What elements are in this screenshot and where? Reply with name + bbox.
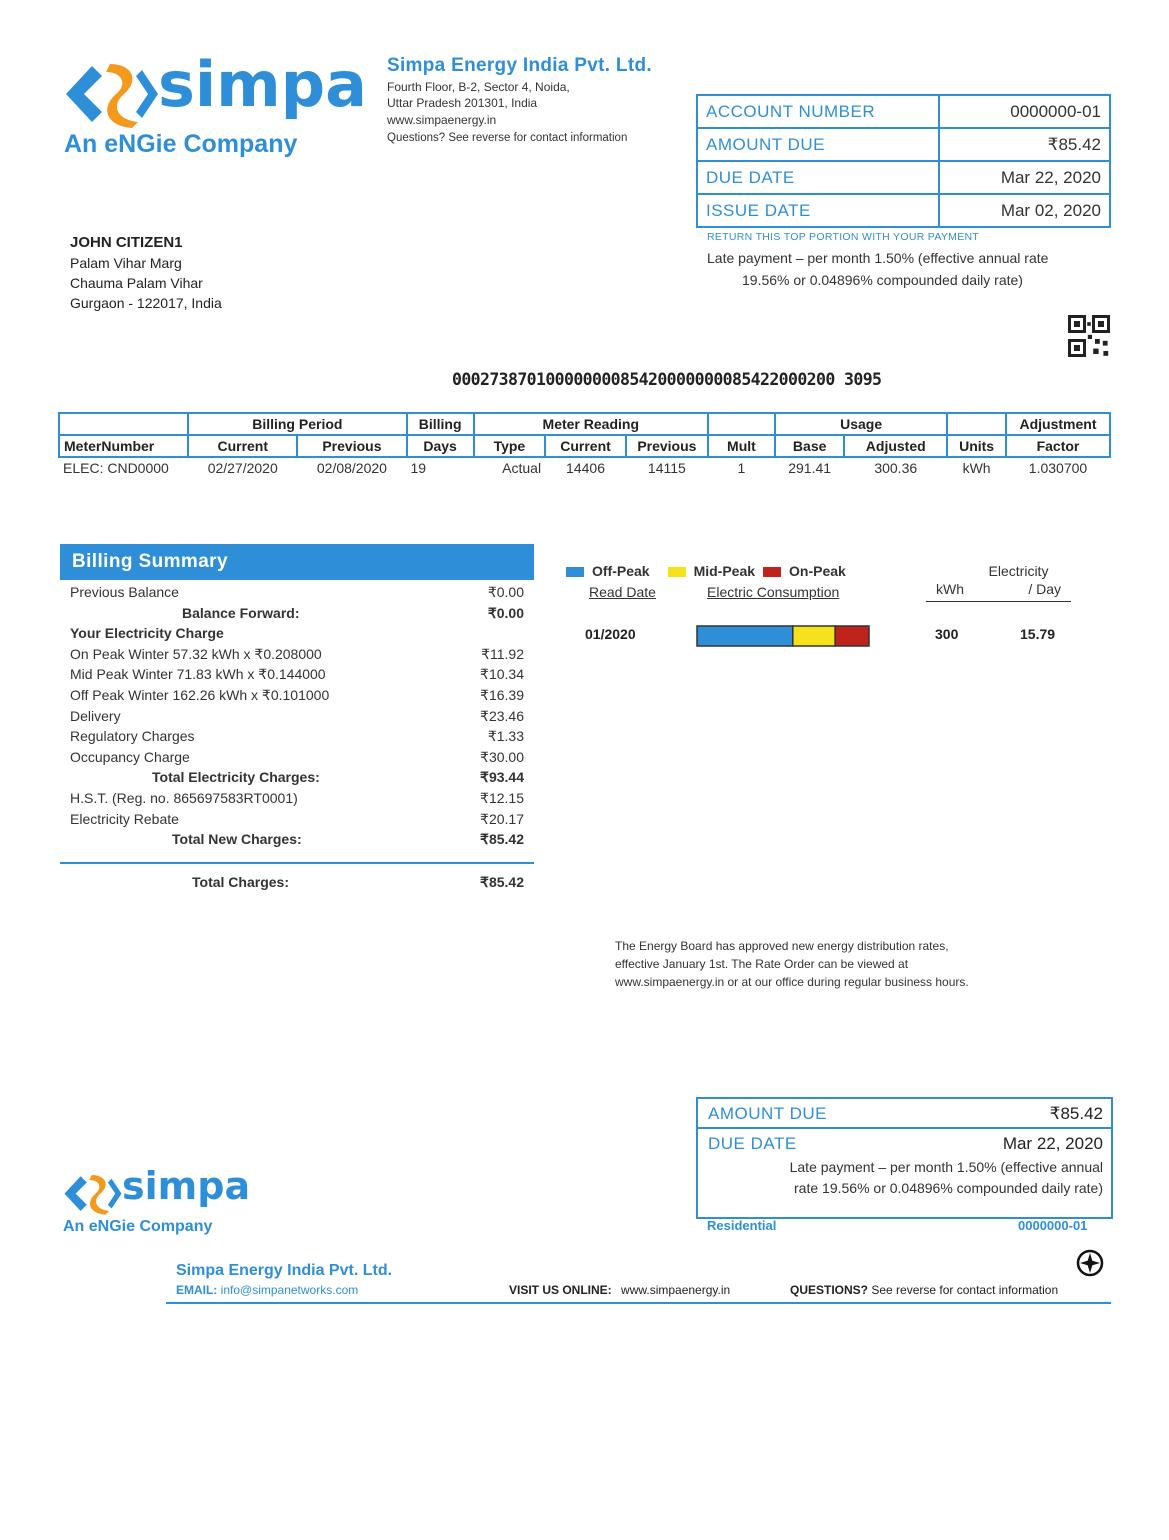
- meter-group-blank-3: [947, 413, 1006, 435]
- footer-visit: [509, 1283, 730, 1297]
- summary-row: [60, 726, 534, 747]
- summary-row-label: Delivery: [70, 707, 121, 724]
- account-row-label: AMOUNT DUE: [697, 128, 939, 161]
- consumption-bar: [696, 625, 870, 647]
- footer-visit-label: VISIT US ONLINE:: [509, 1283, 612, 1297]
- summary-row: [60, 644, 534, 665]
- meter-header-cell: Factor: [1006, 435, 1110, 457]
- col-electricity-label: Electricity: [988, 563, 1049, 579]
- account-row-label: DUE DATE: [697, 161, 939, 194]
- company-website: www.simpaenergy.in: [387, 113, 497, 127]
- notice-line-3: www.simpaenergy.in or at our office during regular business hours.: [615, 975, 969, 989]
- summary-row-amount: ₹10.34: [480, 666, 524, 683]
- legend-item: [763, 563, 846, 579]
- logo-footer-wordmark: simpa: [122, 1164, 251, 1208]
- company-address-2: Uttar Pradesh 201301, India: [387, 96, 538, 110]
- meter-group-usage: Usage: [775, 413, 947, 435]
- stub-due-row: [698, 1129, 1111, 1157]
- company-name: Simpa Energy India Pvt. Ltd.: [387, 55, 652, 76]
- col-read-date: Read Date: [589, 584, 656, 600]
- meter-cell: 02/08/2020: [316, 460, 387, 476]
- summary-row-label: Total New Charges:: [172, 831, 302, 848]
- account-row-label: ACCOUNT NUMBER: [697, 95, 939, 128]
- stub-due-value: Mar 22, 2020: [1002, 1134, 1103, 1153]
- on-peak-segment: [835, 626, 869, 646]
- stub-late-line-1: Late payment – per month 1.50% (effective annual: [789, 1159, 1103, 1175]
- consumption-read-date: 01/2020: [585, 626, 636, 642]
- total-charges-row: [60, 872, 534, 893]
- summary-row: [60, 603, 534, 624]
- total-charges-label: Total Charges:: [192, 873, 289, 890]
- summary-row-label: Previous Balance: [70, 584, 179, 600]
- logo-footer-tagline: An eNGie Company: [63, 1218, 213, 1235]
- summary-row-label: Your Electricity Charge: [70, 625, 224, 642]
- legend-swatch: [763, 567, 781, 577]
- meter-group-billing-period: Billing Period: [188, 413, 406, 435]
- summary-row-label: Balance Forward:: [182, 604, 300, 621]
- summary-row: [60, 706, 534, 727]
- summary-row-amount: ₹93.44: [480, 769, 524, 786]
- stub-account-number: 0000000-01: [1018, 1218, 1088, 1233]
- billing-summary-title: Billing Summary: [60, 544, 534, 580]
- stub-late-note: [698, 1157, 1111, 1199]
- customer-address-line-3: Gurgaon - 122017, India: [70, 295, 222, 311]
- summary-row: [60, 664, 534, 685]
- meter-group-blank-2: [708, 413, 775, 435]
- meter-cell: 14406: [566, 460, 605, 476]
- meter-header-cell: Type: [474, 435, 545, 457]
- stub-due-label: DUE DATE: [708, 1134, 797, 1153]
- company-info: [387, 55, 687, 147]
- legend-item: [566, 563, 650, 579]
- summary-row-amount: ₹12.15: [480, 789, 524, 806]
- company-questions: Questions? See reverse for contact information: [387, 132, 628, 144]
- consumption-per-day: 15.79: [1020, 626, 1056, 642]
- meter-header-cell: Current: [545, 435, 626, 457]
- company-address-1: Fourth Floor, B-2, Sector 4, Noida,: [387, 80, 570, 94]
- footer-questions: [790, 1283, 1058, 1297]
- payment-scanline: 00027387010000000085420000000085422000200 3095: [452, 370, 882, 389]
- meter-group-meter-reading: Meter Reading: [474, 413, 708, 435]
- meter-header-cell: Units: [947, 435, 1006, 457]
- notice-line-2: effective January 1st. The Rate Order can be viewed at: [615, 957, 909, 971]
- footer: [166, 1260, 1111, 1304]
- payment-stub-box: [696, 1097, 1113, 1219]
- meter-cell: 1: [737, 460, 746, 476]
- account-row: [697, 95, 1110, 128]
- footer-questions-label: QUESTIONS?: [790, 1283, 869, 1297]
- meter-data-row: [59, 457, 1110, 478]
- meter-header-cell: Adjusted: [844, 435, 947, 457]
- summary-row-amount: ₹0.00: [487, 604, 524, 621]
- meter-cell: 02/27/2020: [207, 460, 278, 476]
- customer-address-line-2: Chauma Palam Vihar: [70, 275, 203, 291]
- stub-late-line-2: rate 19.56% or 0.04896% compounded daily rate): [794, 1180, 1103, 1196]
- simpa-logo-footer-icon: [62, 1171, 124, 1215]
- summary-row-label: Total Electricity Charges:: [152, 769, 320, 786]
- footer-email-label: EMAIL:: [176, 1283, 218, 1297]
- meter-cell: 291.41: [788, 460, 832, 476]
- col-per-day: / Day: [1028, 581, 1061, 597]
- meter-header-cell: Previous: [626, 435, 708, 457]
- summary-row: [60, 767, 534, 788]
- summary-row-label: Mid Peak Winter 71.83 kWh x ₹0.144000: [70, 666, 326, 683]
- footer-questions-text: See reverse for contact information: [871, 1283, 1059, 1297]
- customer-address: [70, 232, 222, 313]
- summary-row-label: Electricity Rebate: [70, 810, 179, 827]
- account-row: [697, 161, 1110, 194]
- meter-group-blank: [59, 413, 188, 435]
- summary-row-amount: ₹0.00: [487, 584, 524, 600]
- summary-row: [60, 809, 534, 830]
- summary-row-amount: [454, 623, 524, 644]
- legend-label: Off-Peak: [592, 563, 650, 579]
- footer-company: Simpa Energy India Pvt. Ltd.: [176, 1262, 393, 1279]
- col-electricity-day: [926, 563, 1071, 602]
- account-row-value: Mar 02, 2020: [939, 194, 1110, 227]
- summary-row-label: On Peak Winter 57.32 kWh x ₹0.208000: [70, 645, 322, 662]
- account-row-value: ₹85.42: [939, 128, 1110, 161]
- account-row: [697, 194, 1110, 227]
- summary-row-label: Occupancy Charge: [70, 748, 190, 765]
- consumption-kwh: 300: [935, 626, 959, 642]
- meter-header-row: [59, 435, 1110, 457]
- meter-cell: 300.36: [874, 460, 918, 476]
- rate-notice: [615, 937, 969, 991]
- consumption-legend: [566, 563, 854, 581]
- qr-code-icon: [1068, 315, 1110, 357]
- col-kwh: kWh: [936, 581, 964, 597]
- late-payment-line-2: 19.56% or 0.04896% compounded daily rate): [742, 272, 1023, 288]
- summary-row-amount: ₹20.17: [480, 810, 524, 827]
- logo-wordmark: simpa: [158, 48, 367, 121]
- meter-header-cell: Current: [188, 435, 297, 457]
- meter-cell: ELEC: CND0000: [63, 460, 169, 476]
- summary-row-amount: ₹16.39: [480, 686, 524, 703]
- meter-cell: 1.030700: [1028, 460, 1088, 476]
- meter-header-cell: MeterNumber: [59, 435, 188, 457]
- footer-email-link[interactable]: info@simpanetworks.com: [220, 1283, 359, 1297]
- total-charges-amount: ₹85.42: [480, 873, 524, 890]
- meter-header-cell: Days: [407, 435, 474, 457]
- meter-cell: 19: [410, 460, 427, 476]
- legend-swatch: [668, 567, 686, 577]
- summary-row-amount: ₹85.42: [480, 831, 524, 848]
- company-logo-footer: [62, 1164, 262, 1243]
- summary-row-amount: ₹11.92: [481, 645, 524, 662]
- legend-label: On-Peak: [789, 563, 846, 579]
- stub-amount-label: AMOUNT DUE: [708, 1104, 827, 1123]
- legend-swatch: [566, 567, 584, 577]
- stub-amount-row: [698, 1099, 1111, 1129]
- summary-row: [60, 623, 534, 644]
- summary-row-amount: ₹23.46: [480, 707, 524, 724]
- meter-cell: Actual: [502, 460, 542, 476]
- off-peak-segment: [697, 626, 793, 646]
- meter-group-adjustment: Adjustment: [1006, 413, 1110, 435]
- summary-row-label: H.S.T. (Reg. no. 865697583RT0001): [70, 789, 298, 806]
- summary-row: [60, 829, 534, 850]
- col-electric-consumption: Electric Consumption: [707, 584, 840, 600]
- meter-header-cell: Previous: [297, 435, 406, 457]
- account-row-value: 0000000-01: [939, 95, 1110, 128]
- account-row-label: ISSUE DATE: [697, 194, 939, 227]
- legend-label: Mid-Peak: [693, 563, 756, 579]
- summary-row: [60, 788, 534, 809]
- footer-visit-link[interactable]: www.simpaenergy.in: [621, 1283, 731, 1297]
- logo-tagline: An eNGie Company: [64, 130, 298, 158]
- late-payment-line-1: Late payment – per month 1.50% (effective annual rate: [707, 250, 1049, 266]
- billing-summary: [60, 544, 534, 892]
- account-row: [697, 128, 1110, 161]
- meter-cell: kWh: [962, 460, 991, 476]
- summary-row-amount: ₹30.00: [480, 748, 524, 765]
- summary-row: [60, 685, 534, 706]
- legend-item: [668, 563, 755, 579]
- meter-header-cell: Base: [775, 435, 844, 457]
- summary-row-amount: ₹1.33: [487, 728, 524, 745]
- meter-reading-table: [58, 412, 1111, 478]
- mid-peak-segment: [793, 626, 835, 646]
- meter-group-billing: Billing: [407, 413, 474, 435]
- consumption-chart: [566, 563, 1106, 658]
- account-row-value: Mar 22, 2020: [939, 161, 1110, 194]
- account-summary-box: [696, 94, 1111, 228]
- company-logo: [62, 48, 367, 170]
- return-note: RETURN THIS TOP PORTION WITH YOUR PAYMENT: [707, 231, 980, 243]
- simpa-logo-icon: [62, 58, 162, 128]
- customer-name: JOHN CITIZEN1: [70, 234, 183, 251]
- meter-cell: 14115: [647, 460, 686, 476]
- summary-row: [60, 582, 534, 603]
- stub-amount-value: ₹85.42: [1049, 1104, 1103, 1123]
- summary-row-label: Regulatory Charges: [70, 728, 195, 745]
- customer-address-line-1: Palam Vihar Marg: [70, 255, 182, 271]
- summary-row: [60, 747, 534, 768]
- summary-row-label: Off Peak Winter 162.26 kWh x ₹0.101000: [70, 686, 330, 703]
- stub-service-type: Residential: [707, 1218, 777, 1233]
- footer-email: [176, 1283, 358, 1297]
- meter-group-header-row: [59, 413, 1110, 435]
- meter-header-cell: Mult: [708, 435, 775, 457]
- notice-line-1: The Energy Board has approved new energy distribution rates,: [615, 939, 949, 953]
